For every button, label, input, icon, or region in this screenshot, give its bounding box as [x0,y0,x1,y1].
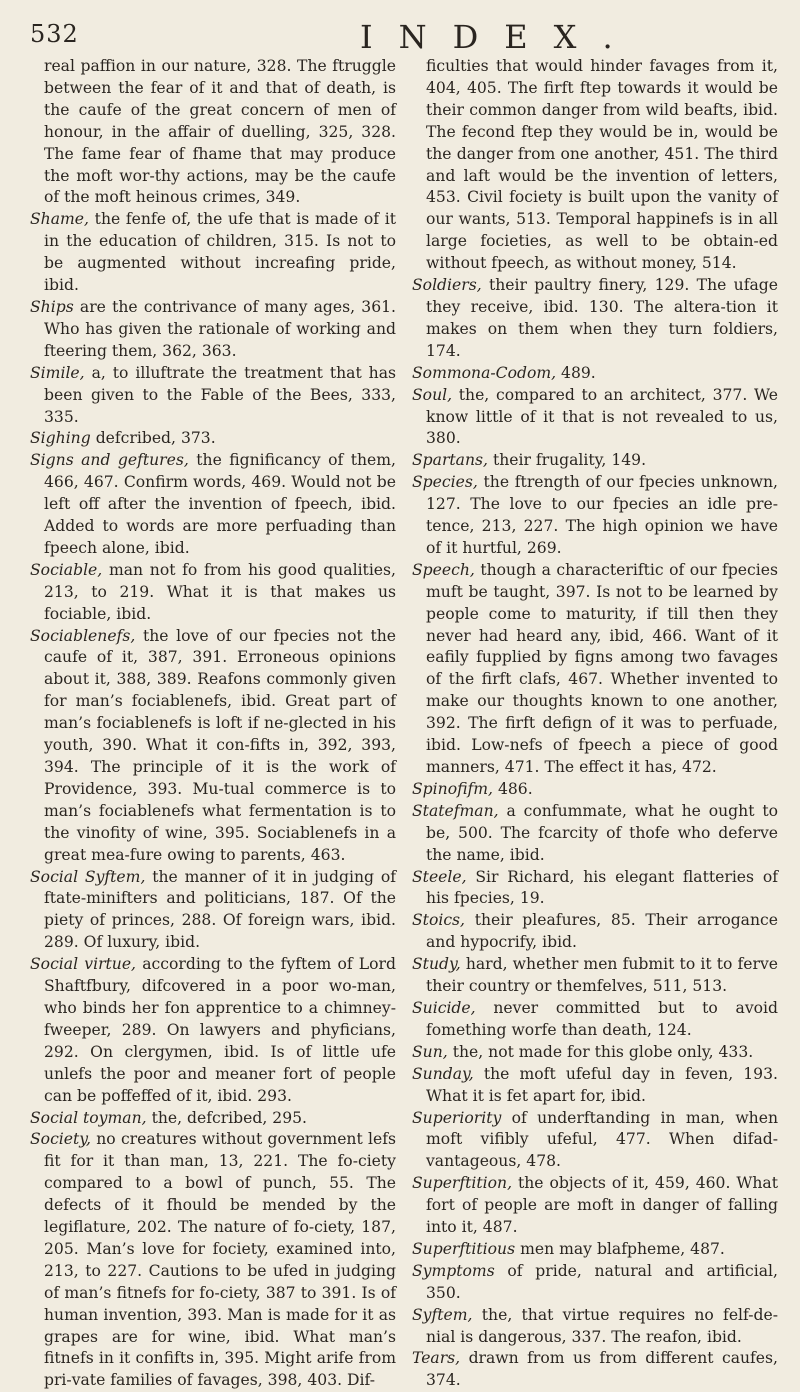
index-entry [412,1108,778,1174]
index-term: Sociablenefs, [30,626,136,645]
index-entry-text: ficulties that would hinder favages from it, 404, 405. The firft ftep towards it would be their common danger from wild beafts, ibid. The fecond ftep they would be in, would be the danger from one another, 451. The third and laft would be the invention of letters, 453. Civil fociety is built upon the vanity of our wants, 513. Temporal happinefs is in all large focieties, as well to be obtain-ed without fpeech, as without money, 514. [426,57,778,273]
index-entry-text: are the contrivance of many ages, 361. Who has given the rationale of working and fteering them, 362, 363. [44,297,396,360]
index-entry-text: the ftrength of our fpecies unknown, 127. The love to our fpecies an idle pre-tence, 213, 227. The high opinion we have of it hurtful, 269. [426,473,778,557]
index-entry [412,954,778,998]
index-entry [30,1108,396,1130]
index-entry-text: the objects of it, 459, 460. What fort of people are moft in danger of falling into it, 487. [426,1174,778,1237]
index-entry-text: 486. [497,779,533,798]
index-term: Tears, [412,1349,461,1368]
index-term: Ships [30,297,74,316]
index-entry-text: hard, whether men fubmit to it to ferve their country or themfelves, 511, 513. [426,955,778,996]
index-term: Statefman, [412,801,499,820]
index-entry-text: never committed but to avoid fomething worfe than death, 124. [426,998,778,1039]
index-entry [30,297,396,363]
index-term: Society, [30,1130,91,1149]
index-entry-text: defcribed, 373. [95,429,216,448]
index-term: Spinofifm, [412,779,493,798]
index-entry-text: the, compared to an architect, 377. We know little of it that is not revealed to us, 380. [426,385,778,448]
index-entry [412,801,778,867]
index-entry-text: Sir Richard, his elegant flatteries of his fpecies, 19. [426,867,778,908]
index-entry [30,626,396,867]
index-entry [30,867,396,955]
index-entry [30,209,396,297]
index-term: Sociable, [30,560,103,579]
index-columns [30,56,778,1392]
index-entry-text: real paffion in our nature, 328. The ftruggle between the fear of it and that of death, is the caufe of the great concern of men of honour, in the affair of duelling, 325, 328. The fame fear of fhame that may produce the moft wor-thy actions, may be the caufe of the moft heinous crimes, 349. [44,57,396,207]
index-entry [412,1042,778,1064]
index-entry [30,1129,396,1392]
index-term: Shame, [30,210,89,229]
running-head: INDEX. [360,18,639,56]
index-term: Social virtue, [30,955,137,974]
index-entry-text: 489. [561,363,596,382]
index-entry-text: according to the fyftem of Lord Shaftfbury, difcovered in a poor wo-man, who binds her fon apprentice to a chimney-fweeper, 289. On lawyers and phyficians, 292. On clergymen, ibid. Is of little ufe unlefs the poor and meaner fort of people can be poffeffed of it, ibid. 293. [44,955,396,1105]
index-entry [412,998,778,1042]
index-entry-text: the, that virtue requires no felf-de-nial is dangerous, 337. The reafon, ibid. [426,1305,778,1346]
index-entry-text: the love of our fpecies not the caufe of it, 387, 391. Erroneous opinions about it, 388, 389. Reafons commonly given for man’s fociablenefs, ibid. Great part of man’s fociablenefs is loft if ne-glected in his youth, 390. What it con-fifts in, 392, 393, 394. The principle of it is the work of Providence, 393. Mu-tual commerce is to man’s fociablenefs what fermentation is to the vinofity of wine, 395. Sociablenefs in a great mea-fure owing to parents, 463. [44,626,396,864]
index-entry-text: their frugality, 149. [492,451,647,470]
index-entry [412,1239,778,1261]
index-entry-text: of pride, natural and artificial, 350. [426,1261,779,1302]
index-entry-text: no creatures without government lefs fit for it than man, 13, 221. The fo-ciety compared to a bowl of punch, 55. The defects of it fhould be mended by the legiflature, 202. The nature of fo-ciety, 187, 205. Man’s love for fociety, examined into, 213, to 227. Cautions to be ufed in judging of man’s fitnefs for fo-ciety, 387 to 391. Is of human invention, 393. Man is made for it as grapes are for wine, ibid. What man’s fitnefs in it confifts in, 395. Might arife from pri-vate families of favages, 398, 403. Dif- [44,1130,396,1390]
index-entry [412,779,778,801]
index-entry-text: the, not made for this globe only, 433. [452,1042,754,1061]
index-term: Sommona-Codom, [412,363,557,382]
index-entry-text: the fignificancy of them, 466, 467. Confirm words, 469. Would not be left off after the invention of fpeech, ibid. Added to words are more perfuading than fpeech alone, ibid. [44,451,396,557]
index-term: Social Syftem, [30,867,146,886]
index-entry [412,1348,778,1392]
index-term: Superftitious [412,1239,516,1258]
index-term: Soldiers, [412,276,482,295]
index-entry-text: men may blafpheme, 487. [520,1239,725,1258]
index-entry [30,954,396,1107]
right-column [412,56,778,1392]
index-entry [412,275,778,363]
index-term: Species, [412,473,478,492]
index-entry-text: a, to illuftrate the treatment that has been given to the Fable of the Bees, 333, 335. [44,363,396,426]
index-term: Soul, [412,385,453,404]
index-entry-text: of underftanding in man, when moft vifibly ufeful, 477. When difad-vantageous, 478. [426,1108,778,1171]
index-entry [412,1064,778,1108]
page-header [30,14,778,54]
index-term: Steele, [412,867,467,886]
page-number: 532 [30,20,79,48]
index-entry [412,560,778,779]
index-entry-text: the manner of it in judging of ftate-minifters and politicians, 187. Of the piety of princes, 288. Of foreign wars, ibid. 289. Of luxury, ibid. [44,867,396,952]
index-term: Simile, [30,363,85,382]
index-entry [412,867,778,911]
index-term: Signs and geftures, [30,451,189,470]
index-entry-text: man not fo from his good qualities, 213, to 219. What it is that makes us fociable, ibid. [44,560,396,623]
index-entry-text: the moft ufeful day in feven, 193. What it is fet apart for, ibid. [426,1064,778,1105]
index-entry-text: the fenfe of, the ufe that is made of it in the education of children, 315. Is not to be augmented without increafing pride, ibid. [44,210,396,295]
index-entry [412,472,778,560]
index-entry [412,56,778,275]
index-term: Sighing [30,429,91,448]
index-entry [412,385,778,451]
index-entry [412,1305,778,1349]
index-term: Superiority [412,1108,502,1127]
index-entry-text: their paultry finery, 129. The ufage they receive, ibid. 130. The altera-tion it makes on them when they turn foldiers, 174. [426,276,778,360]
index-entry-text: a confummate, what he ought to be, 500. The fcarcity of thofe who deferve the name, ibid. [426,801,778,864]
index-entry [30,363,396,429]
index-entry-text: drawn from us from different caufes, 374. [426,1349,778,1390]
index-term: Spartans, [412,451,488,470]
index-entry [412,1261,778,1305]
index-entry-text: the, defcribed, 295. [151,1108,307,1127]
index-entry-text: though a characteriftic of our fpecies muft be taught, 397. Is not to be learned by people come to maturity, if till then they never had heard any, ibid, 466. Want of it eafily fupplied by figns among two favages of the firft clafs, 467. Whether invented to make our thoughts known to one another, 392. The firft defign of it was to perfuade, ibid. Low-nefs of fpeech a piece of good manners, 471. The effect it has, 472. [426,560,778,776]
index-entry [30,56,396,209]
index-entry [30,450,396,560]
index-term: Syftem, [412,1305,473,1324]
index-entry [412,910,778,954]
index-entry [30,428,396,450]
index-entry-text: their pleafures, 85. Their arrogance and hypocrify, ibid. [426,911,778,952]
index-term: Sun, [412,1042,448,1061]
index-term: Speech, [412,560,475,579]
index-term: Suicide, [412,998,476,1017]
index-entry [30,560,396,626]
index-term: Sunday, [412,1064,474,1083]
index-term: Superftition, [412,1174,513,1193]
index-term: Stoics, [412,911,466,930]
index-term: Symptoms [412,1261,495,1280]
index-term: Study, [412,955,461,974]
index-term: Social toyman, [30,1108,147,1127]
index-entry [412,363,778,385]
index-entry [412,1173,778,1239]
left-column [30,56,396,1392]
index-entry [412,450,778,472]
